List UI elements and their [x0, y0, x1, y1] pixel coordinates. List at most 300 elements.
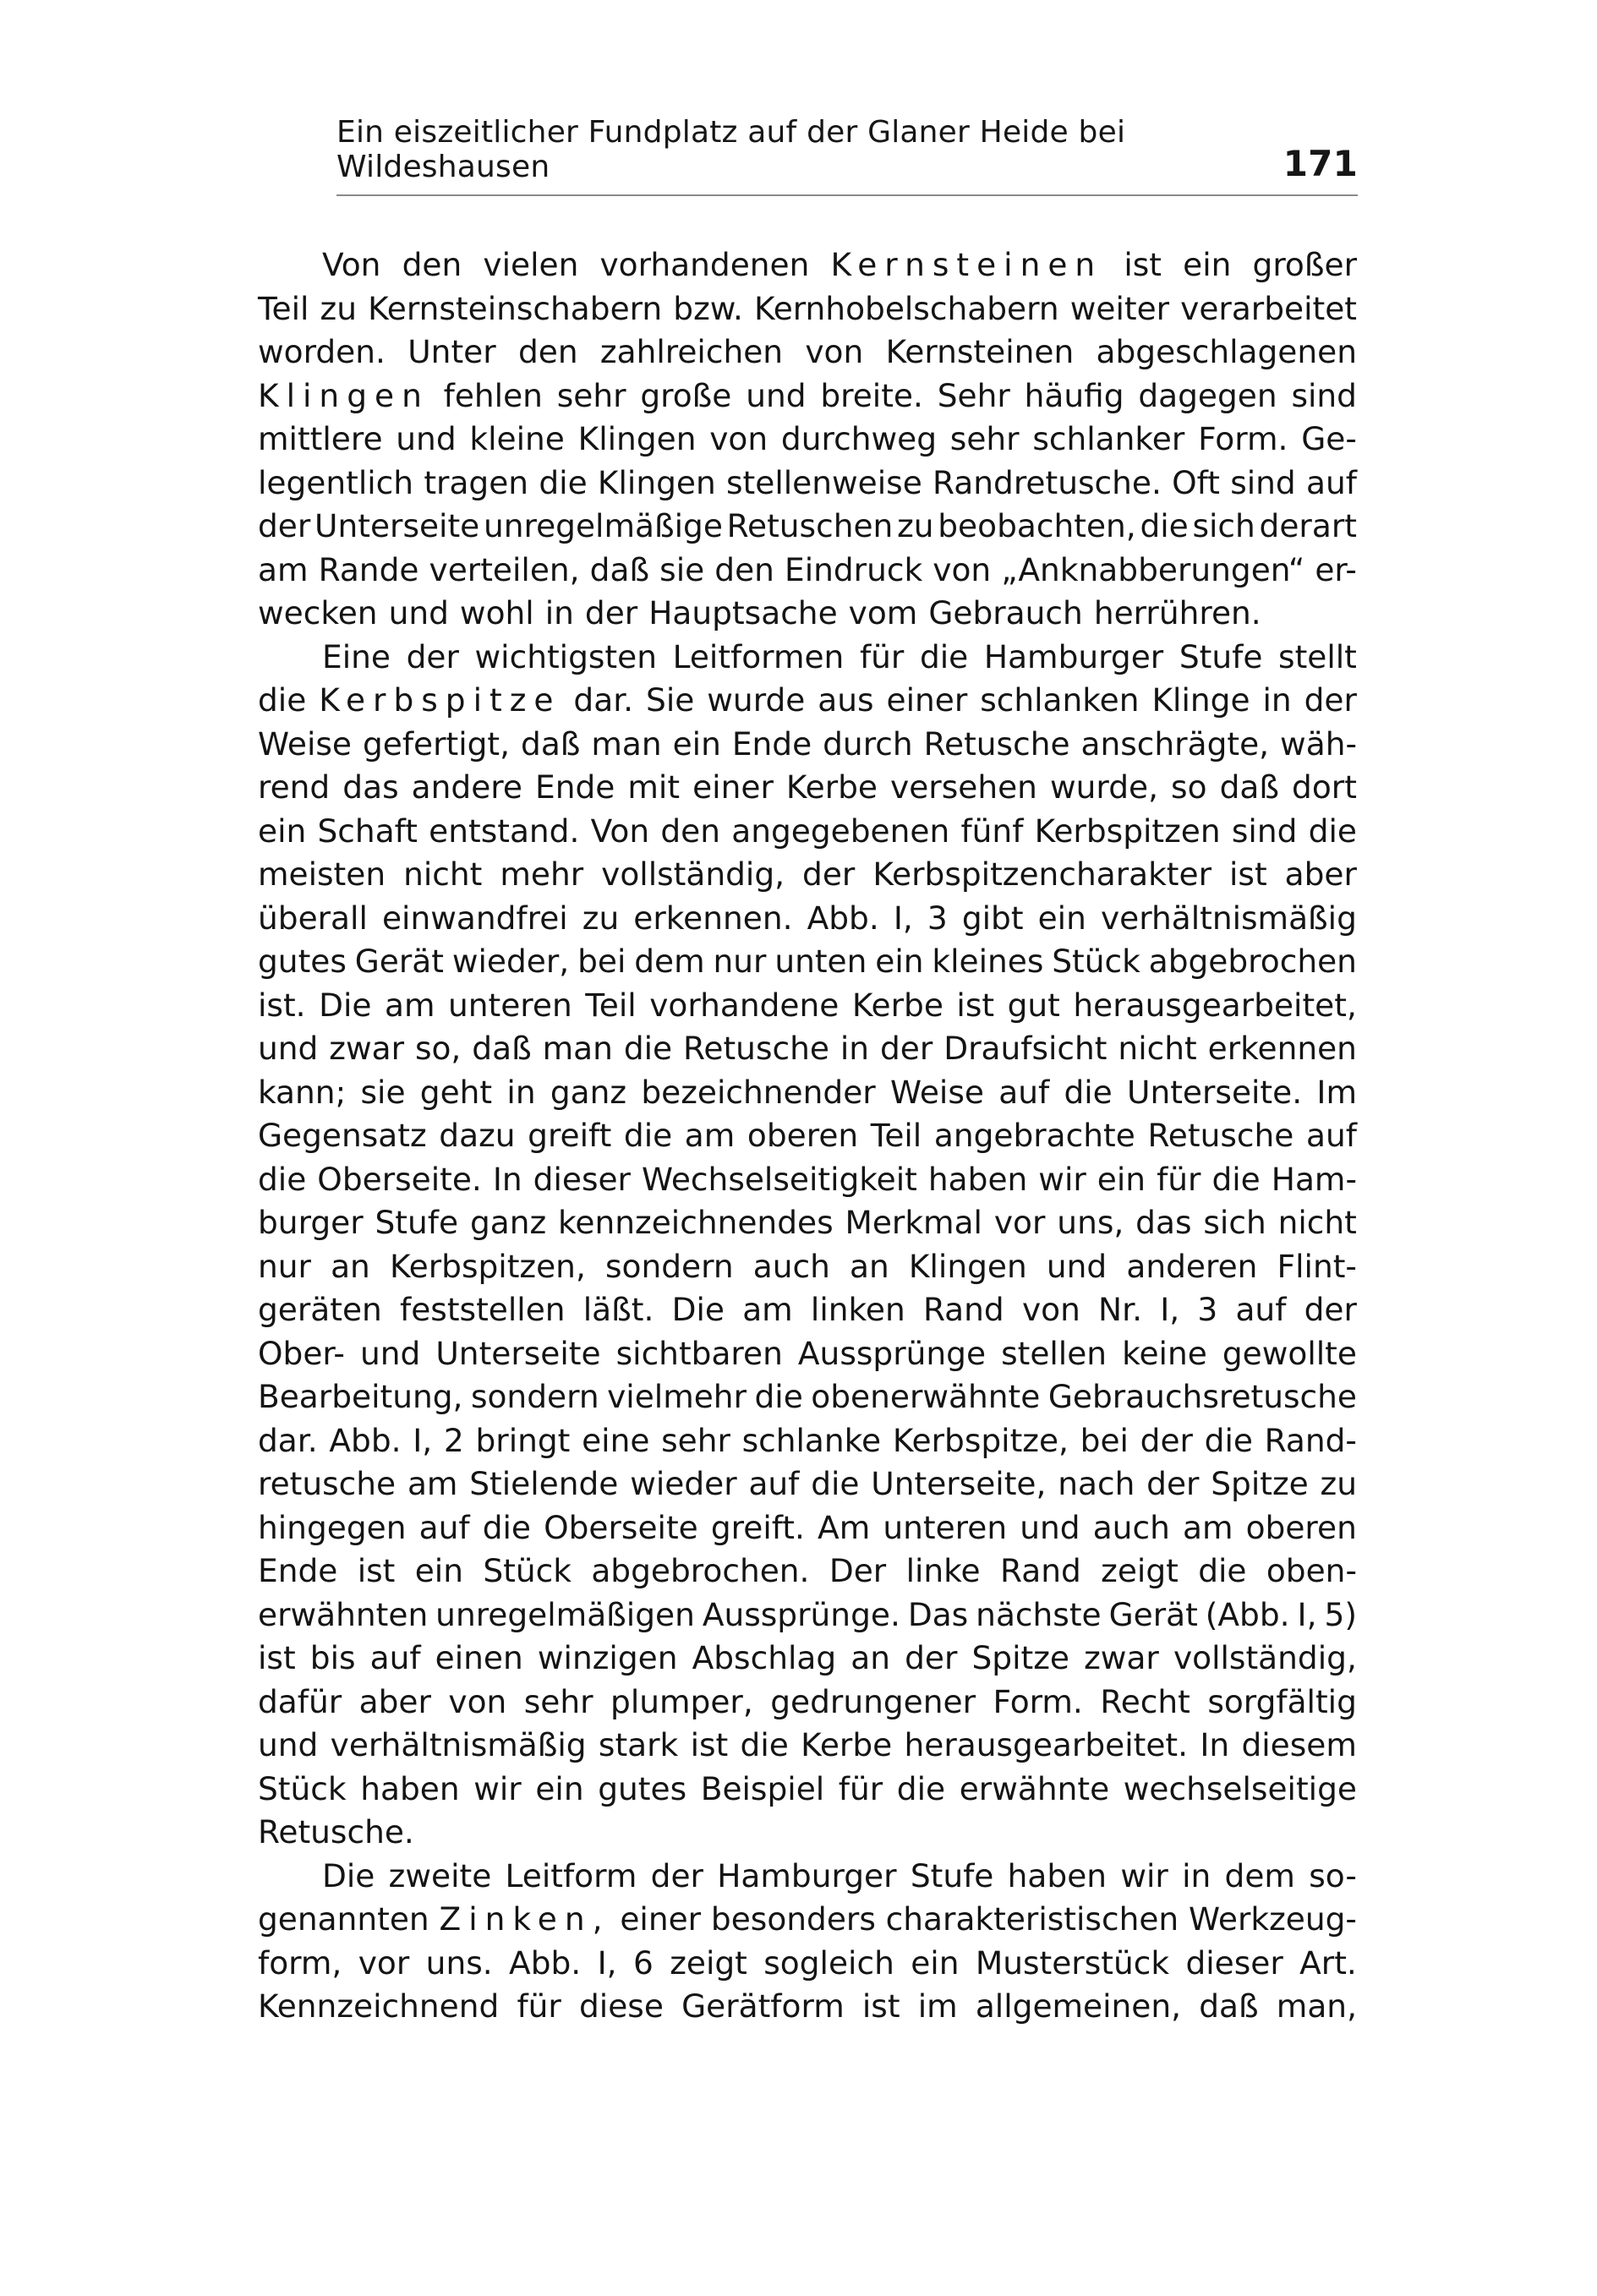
word: aus: [818, 681, 874, 719]
word: burger: [258, 1204, 364, 1241]
word: unteren: [883, 1508, 1008, 1546]
word: gutes: [258, 943, 347, 980]
word: vielen: [483, 246, 579, 283]
word: haben: [360, 1769, 460, 1807]
word: überall: [258, 899, 368, 937]
word: breite.: [820, 376, 923, 414]
word: Eine: [322, 637, 391, 675]
word: aber: [1284, 856, 1357, 893]
word: herrühren.: [1093, 594, 1261, 631]
word: Leitform: [505, 1856, 637, 1894]
word: Kerbspitze,: [892, 1421, 1069, 1459]
word: haben: [927, 1160, 1028, 1198]
word: von: [448, 1682, 507, 1720]
word: dar.: [258, 1421, 318, 1459]
word: Rand-: [1264, 1421, 1357, 1459]
word: an: [850, 1639, 891, 1676]
word: angegebenen: [731, 812, 950, 850]
word: die: [482, 1508, 531, 1546]
word: durchweg: [780, 420, 938, 457]
word: dort: [1292, 768, 1357, 806]
text-line: [258, 1768, 1357, 1812]
word: geht: [419, 1073, 493, 1111]
text-line: [258, 243, 1357, 287]
text-line: [258, 418, 1357, 462]
word: dazu: [439, 1117, 516, 1154]
word: ein: [875, 943, 924, 980]
word: aber: [358, 1682, 431, 1720]
word: (Abb.: [1205, 1595, 1290, 1633]
word: Aussprünge: [797, 1334, 987, 1372]
text-line: [258, 462, 1357, 506]
word: wir: [1120, 1856, 1168, 1894]
word: Gerätform: [681, 1987, 845, 2025]
text-line: [258, 1158, 1357, 1202]
word: für: [838, 1769, 883, 1807]
word: Kerbspitzencharakter: [872, 856, 1211, 893]
word: dar.: [573, 681, 634, 719]
word: Musterstück: [975, 1943, 1170, 1982]
word: unregelmäßige: [483, 507, 723, 544]
text-line: [258, 374, 1357, 418]
word: I,: [1160, 1291, 1180, 1328]
word: I,: [597, 1943, 617, 1982]
word: stellt: [1278, 637, 1357, 675]
word: wieder: [630, 1465, 737, 1502]
word: Gerät: [1108, 1595, 1198, 1633]
word: ist: [1124, 246, 1162, 283]
word: in: [1182, 1856, 1211, 1894]
text-line: [258, 1724, 1357, 1768]
word: der: [258, 507, 311, 544]
text-line: [258, 1506, 1357, 1550]
word: Recht: [1100, 1682, 1190, 1720]
word: und: [396, 420, 457, 457]
word: Die: [319, 986, 372, 1024]
word: und: [1020, 1508, 1080, 1546]
word: 6: [632, 1943, 654, 1982]
word: zeigt: [1101, 1552, 1179, 1589]
word: gut: [1007, 986, 1060, 1024]
page-number: 171: [1283, 143, 1358, 184]
word: diese: [579, 1987, 664, 2025]
word: Zinken,: [439, 1900, 610, 1938]
word: ist.: [258, 986, 306, 1024]
word: greift: [528, 1117, 612, 1154]
word: sind: [1231, 812, 1298, 850]
word: gutes: [598, 1769, 687, 1807]
word: dieser: [533, 1160, 631, 1198]
word: vor: [993, 1204, 1046, 1241]
word: das: [342, 768, 399, 806]
word: Wechselseitigkeit: [641, 1160, 917, 1198]
text-line: [258, 1332, 1357, 1376]
word: zu: [897, 507, 934, 544]
text-line: [258, 810, 1357, 854]
word: Ende: [535, 768, 615, 806]
word: in: [1262, 681, 1292, 719]
word: Stufe: [375, 1204, 459, 1241]
word: am: [684, 1117, 736, 1154]
word: Retuschen: [726, 507, 894, 544]
word: nach: [1058, 1465, 1135, 1502]
word: In: [1200, 1726, 1230, 1763]
word: auf: [748, 1465, 800, 1502]
word: I,: [1297, 1595, 1317, 1633]
word: Kennzeichnend: [258, 1987, 500, 2025]
word: abgebrochen.: [591, 1552, 810, 1589]
text-line: [258, 1898, 1357, 1942]
text-line: [258, 853, 1357, 897]
word: bei: [577, 943, 626, 980]
word: Stielende: [469, 1465, 619, 1502]
word: auf: [1305, 463, 1357, 501]
word: der: [905, 1639, 958, 1676]
word: durch: [823, 724, 913, 763]
word: einer: [620, 1900, 702, 1938]
word: dem: [1224, 1856, 1295, 1894]
text-line: [258, 1419, 1357, 1463]
word: man: [542, 1030, 613, 1067]
word: Klingen: [597, 463, 716, 501]
word: derart: [1259, 507, 1357, 544]
word: vor: [358, 1943, 410, 1982]
word: verhältnismäßig: [330, 1726, 587, 1763]
word: Kernhobelschabern: [753, 289, 1059, 327]
word: stellen: [1001, 1334, 1108, 1372]
word: kennzeichnendes: [558, 1204, 834, 1241]
word: mit: [627, 768, 681, 806]
word: 5): [1324, 1595, 1357, 1633]
word: mehr: [500, 856, 584, 893]
word: der: [1304, 1291, 1357, 1328]
word: meisten: [258, 856, 386, 893]
word: wohl: [459, 594, 534, 631]
word: Abb.: [807, 899, 879, 937]
word: daß: [589, 550, 650, 588]
word: Kerbspitzen,: [389, 1247, 586, 1285]
word: in: [544, 594, 574, 631]
text-line: [258, 1071, 1357, 1115]
text-line: [258, 1375, 1357, 1419]
word: abgebrochen: [1148, 943, 1357, 980]
word: zu: [320, 289, 357, 327]
word: Teil: [585, 986, 637, 1024]
word: auch: [1092, 1508, 1170, 1546]
word: an: [850, 1247, 889, 1285]
word: so: [1171, 768, 1207, 806]
word: der: [584, 594, 638, 631]
word: vom: [848, 594, 918, 631]
word: am: [742, 1291, 793, 1328]
word: Ham-: [1271, 1160, 1357, 1198]
word: gefertigt,: [362, 724, 511, 763]
word: am: [384, 986, 435, 1024]
word: ist: [861, 1987, 900, 2025]
word: Stück: [483, 1552, 572, 1589]
word: oberen: [747, 1117, 859, 1154]
word: Leitformen: [672, 637, 845, 675]
word: und: [1046, 1247, 1108, 1285]
word: auf: [369, 1639, 421, 1676]
word: nicht: [1118, 1030, 1197, 1067]
text-line: [258, 1114, 1357, 1158]
text-line: [258, 940, 1357, 984]
word: Weise: [258, 724, 352, 763]
word: mittlere: [258, 420, 383, 457]
body-text: [258, 243, 1357, 2029]
word: den: [402, 246, 462, 283]
text-line: [258, 1027, 1357, 1071]
word: bzw.: [673, 289, 743, 327]
word: ein: [672, 724, 721, 763]
word: fünf: [960, 812, 1024, 850]
word: die: [1064, 1073, 1113, 1111]
word: Kernsteinschabern: [368, 289, 663, 327]
word: Stück: [1052, 943, 1140, 980]
word: feststellen: [400, 1291, 566, 1328]
word: ist: [258, 1639, 296, 1676]
word: er-: [1315, 550, 1357, 588]
word: Stück: [258, 1769, 347, 1807]
word: Hauptsache: [648, 594, 838, 631]
word: wir: [1038, 1160, 1086, 1198]
word: die: [539, 463, 588, 501]
word: ein: [911, 1943, 960, 1982]
word: Von: [590, 812, 650, 850]
word: ist: [690, 1726, 729, 1763]
word: ein: [1183, 246, 1232, 283]
word: erwähnte: [959, 1769, 1110, 1807]
word: stark: [598, 1726, 679, 1763]
word: retusche: [258, 1465, 397, 1502]
word: große: [640, 376, 732, 414]
word: dem: [634, 943, 705, 980]
running-title: Ein eiszeitlicher Fundplatz auf der Glaner Heide bei Wildeshausen: [336, 115, 1126, 184]
word: zahlreichen: [599, 333, 784, 370]
word: von: [932, 550, 992, 588]
word: kann;: [258, 1073, 347, 1111]
word: geräten: [258, 1291, 382, 1328]
word: vollständig,: [1173, 1639, 1357, 1676]
word: verhältnismäßig: [1100, 899, 1357, 937]
word: läßt.: [582, 1291, 654, 1328]
word: häufig: [1024, 376, 1124, 414]
word: Sie: [646, 681, 695, 719]
word: und: [258, 1726, 319, 1763]
word: das: [1135, 1204, 1192, 1241]
word: oberen: [1245, 1508, 1357, 1546]
word: in: [506, 1073, 536, 1111]
word: Flint-: [1277, 1247, 1357, 1285]
word: herausgearbeitet.: [904, 1726, 1189, 1763]
word: angebrachte: [933, 1117, 1135, 1154]
word: ist: [1228, 856, 1267, 893]
word: bringt: [475, 1421, 571, 1459]
word: die: [623, 1030, 673, 1067]
word: Am: [818, 1508, 871, 1546]
word: die: [258, 681, 307, 719]
word: wichtigsten: [474, 637, 657, 675]
word: Das: [907, 1595, 969, 1633]
word: Hamburger: [717, 1856, 897, 1894]
word: kleine: [469, 420, 565, 457]
word: ist: [956, 986, 995, 1024]
word: Rand: [922, 1291, 1004, 1328]
word: Gebrauchsretusche: [1047, 1378, 1357, 1415]
word: großer: [1252, 246, 1357, 283]
word: entstand.: [429, 812, 580, 850]
word: ein: [1037, 899, 1086, 937]
word: verarbeitet: [1180, 289, 1357, 327]
word: die: [811, 1465, 860, 1502]
text-line: [258, 505, 1357, 549]
word: sondern: [605, 1247, 734, 1285]
word: und: [746, 376, 807, 414]
word: Stufe: [910, 1856, 994, 1894]
word: ganz: [550, 1073, 627, 1111]
word: charakteristischen: [885, 1900, 1179, 1938]
word: form,: [258, 1943, 342, 1982]
word: gedrungener: [770, 1682, 976, 1720]
word: gewollte: [1222, 1334, 1357, 1372]
word: Gebrauch: [928, 594, 1083, 631]
word: uns,: [1057, 1204, 1124, 1241]
text-line: [258, 1201, 1357, 1245]
word: vielmehr: [607, 1378, 747, 1415]
word: zeigt: [670, 1943, 747, 1982]
word: Unterseite.: [1127, 1073, 1303, 1111]
word: der: [879, 1030, 933, 1067]
word: hingegen: [258, 1508, 407, 1546]
word: Klingen: [577, 420, 697, 457]
text-line: [258, 1550, 1357, 1594]
word: wir: [473, 1769, 522, 1807]
word: von: [1021, 1291, 1080, 1328]
word: plumper,: [610, 1682, 753, 1720]
word: vorhandene: [649, 986, 840, 1024]
word: Retusche: [923, 724, 1070, 763]
word: diesem: [1241, 1726, 1357, 1763]
word: sehr: [556, 376, 626, 414]
word: der: [406, 637, 459, 675]
word: tragen: [424, 463, 529, 501]
word: daß: [521, 724, 581, 763]
word: Form.: [1198, 420, 1288, 457]
word: Kernsteinen: [830, 246, 1103, 283]
word: 3: [927, 899, 948, 937]
word: herausgearbeitet,: [1073, 986, 1357, 1024]
word: sind: [1230, 463, 1296, 501]
word: bezeichnender: [641, 1073, 876, 1111]
text-line: [258, 287, 1357, 331]
word: sind: [1291, 376, 1357, 414]
text-line: [258, 1288, 1357, 1332]
word: Eindruck: [785, 550, 923, 588]
word: wurde,: [1050, 768, 1158, 806]
word: schlanken: [980, 681, 1140, 719]
word: oben-: [1266, 1552, 1357, 1589]
word: Weise: [889, 1073, 984, 1111]
text-line: [258, 1594, 1357, 1637]
word: unten: [774, 943, 867, 980]
word: 3: [1197, 1291, 1218, 1328]
word: linken: [810, 1291, 905, 1328]
word: für: [859, 637, 905, 675]
word: von: [805, 333, 864, 370]
word: genannten: [258, 1900, 429, 1938]
word: Form.: [993, 1682, 1083, 1720]
word: nur: [258, 1247, 311, 1285]
word: andere: [411, 768, 522, 806]
word: Spitze: [1211, 1465, 1309, 1502]
text-line: [258, 1811, 1357, 1855]
word: I,: [413, 1421, 433, 1459]
word: Der: [829, 1552, 887, 1589]
word: für: [517, 1987, 561, 2025]
word: Ende: [258, 1552, 338, 1589]
word: die: [1211, 1160, 1261, 1198]
word: Die: [671, 1291, 725, 1328]
word: am: [258, 550, 309, 588]
word: eine: [582, 1421, 650, 1459]
word: linke: [905, 1552, 981, 1589]
word: Klinge: [1151, 681, 1250, 719]
word: erkennen.: [633, 899, 793, 937]
word: man,: [1276, 1987, 1357, 2025]
word: versehen: [890, 768, 1037, 806]
word: Beispiel: [700, 1769, 825, 1807]
word: die: [1308, 812, 1357, 850]
word: zu: [582, 899, 620, 937]
word: Von: [322, 246, 381, 283]
word: besonders: [710, 1900, 876, 1938]
word: wurde: [707, 681, 806, 719]
word: Retusche.: [258, 1813, 414, 1850]
word: wechselseitige: [1123, 1769, 1357, 1807]
word: nicht: [403, 856, 483, 893]
word: Sehr: [937, 376, 1010, 414]
word: erwähnten: [258, 1595, 429, 1633]
text-line: [258, 331, 1357, 374]
text-line: [258, 766, 1357, 810]
word: erkennen: [1207, 1030, 1357, 1067]
word: Abb.: [509, 1943, 582, 1982]
word: am: [1182, 1508, 1233, 1546]
word: den: [714, 550, 774, 588]
word: nur: [713, 943, 767, 980]
word: Schaft: [317, 812, 418, 850]
word: und: [388, 594, 449, 631]
word: im: [917, 1987, 958, 2025]
word: kleines: [932, 943, 1044, 980]
word: Stufe: [1179, 637, 1263, 675]
text-line: [258, 1942, 1357, 1986]
word: obenerwähnte: [811, 1378, 1041, 1415]
word: die: [623, 1117, 673, 1154]
word: Oberseite: [544, 1508, 698, 1546]
word: Nr.: [1098, 1291, 1142, 1328]
word: dieser: [1185, 1943, 1283, 1982]
word: Unter: [407, 333, 496, 370]
text-line: [258, 636, 1357, 680]
word: Klingen: [258, 376, 429, 414]
word: am: [407, 1465, 458, 1502]
word: Retusche: [1147, 1117, 1294, 1154]
word: ganz: [469, 1204, 547, 1241]
word: wieder,: [451, 943, 570, 980]
word: Bearbeitung,: [258, 1378, 463, 1415]
